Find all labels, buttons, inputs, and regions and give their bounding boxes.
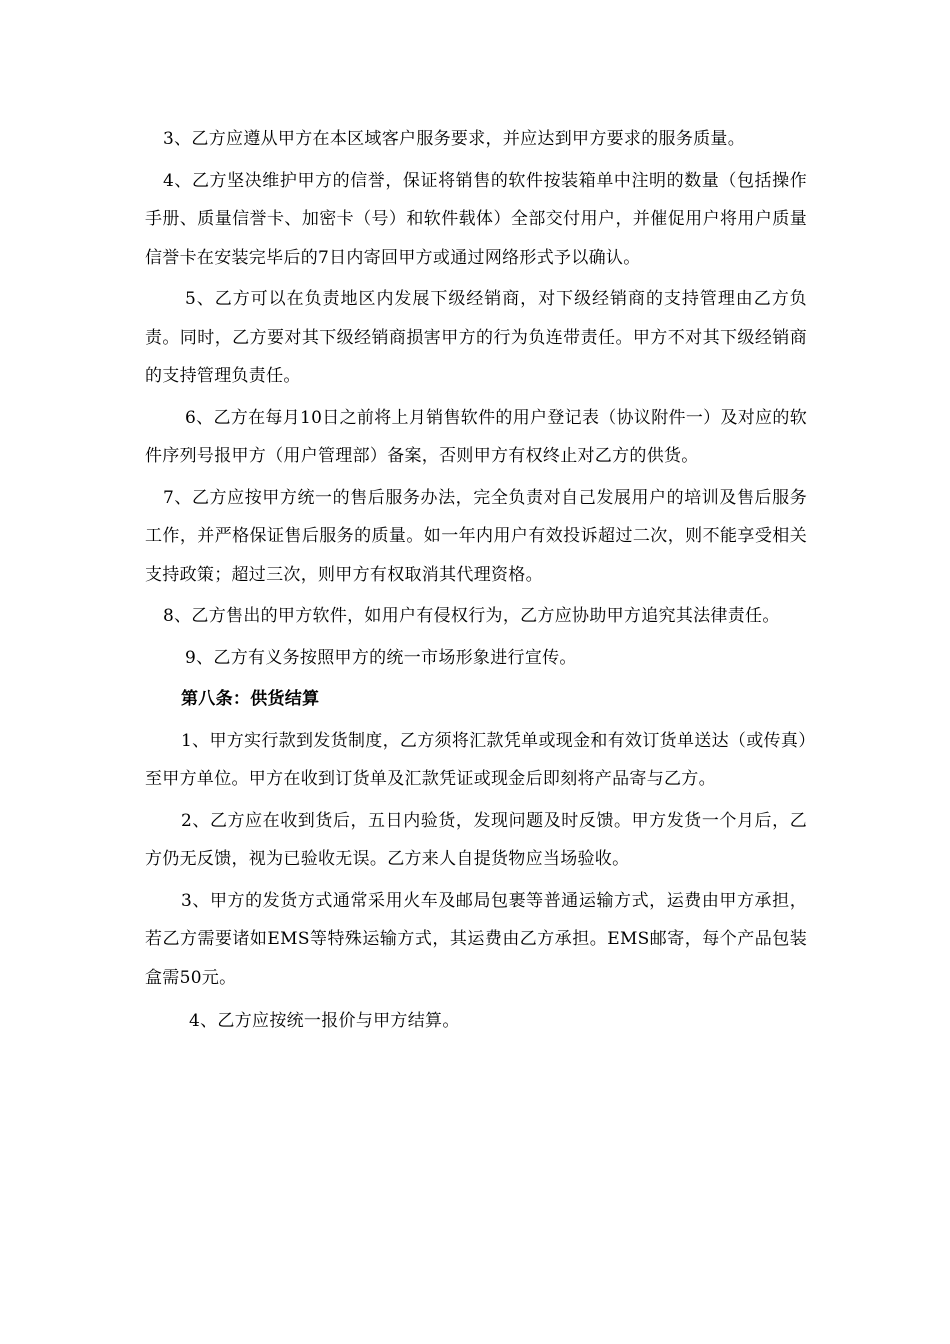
clause-9-paragraph: 9、乙方有义务按照甲方的统一市场形象进行宣传。 <box>185 647 577 668</box>
clause-4-paragraph: 4、乙方坚决维护甲方的信誉，保证将销售的软件按装箱单中注明的数量（包括操作手册、质量信誉卡、加密卡（号）和软件载体）全部交付用户，并催促用户将用户质量信誉卡在安装完毕后的7日内寄回甲方或通过网络形式予以确认。 <box>145 170 807 268</box>
clause-3-paragraph: 3、乙方应遵从甲方在本区域客户服务要求，并应达到甲方要求的服务质量。 <box>163 129 746 149</box>
clause-5-paragraph: 5、乙方可以在负责地区内发展下级经销商，对下级经销商的支持管理由乙方负责。同时，乙方要对其下级经销商损害甲方的行为负连带责任。甲方不对其下级经销商的支持管理负责任。 <box>145 289 807 386</box>
section-heading: 第八条：供货结算 <box>181 689 320 709</box>
settlement-clause-2-paragraph: 2、乙方应在收到货后，五日内验货，发现问题及时反馈。甲方发货一个月后，乙方仍无反馈，视为已验收无误。乙方来人自提货物应当场验收。 <box>145 810 807 869</box>
settlement-clause-4-paragraph: 4、乙方应按统一报价与甲方结算。 <box>189 1011 460 1031</box>
settlement-clause-3-paragraph: 3、甲方的发货方式通常采用火车及邮局包裹等普通运输方式，运费由甲方承担，若乙方需要诸如EMS等特殊运输方式，其运费由乙方承担。EMS邮寄，每个产品包装盒需50元。 <box>145 890 807 988</box>
document-body <box>145 120 807 1041</box>
settlement-clause-1-paragraph: 1、甲方实行款到发货制度，乙方须将汇款凭单或现金和有效订货单送达（或传真）至甲方单位。甲方在收到订货单及汇款凭证或现金后即刻将产品寄与乙方。 <box>145 730 807 789</box>
clause-6-paragraph: 6、乙方在每月10日之前将上月销售软件的用户登记表（协议附件一）及对应的软件序列号报甲方（用户管理部）备案，否则甲方有权终止对乙方的供货。 <box>145 407 807 466</box>
clause-7-paragraph: 7、乙方应按甲方统一的售后服务办法，完全负责对自己发展用户的培训及售后服务工作，并严格保证售后服务的质量。如一年内用户有效投诉超过二次，则不能享受相关支持政策；超过三次，则甲方有权取消其代理资格。 <box>145 487 807 585</box>
clause-8-paragraph: 8、乙方售出的甲方软件，如用户有侵权行为，乙方应协助甲方追究其法律责任。 <box>163 606 780 626</box>
